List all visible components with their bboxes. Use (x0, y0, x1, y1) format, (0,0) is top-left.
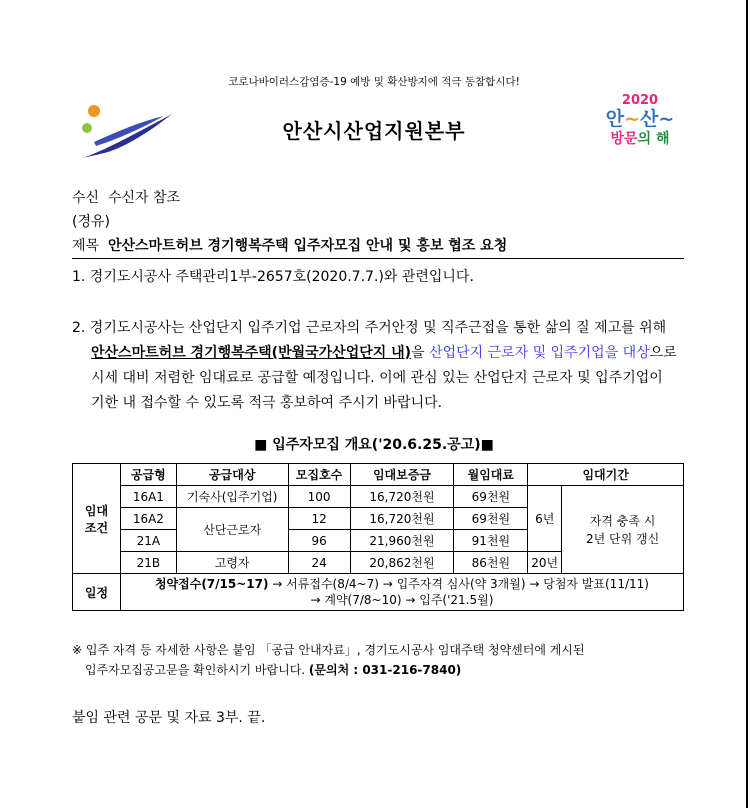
badge-visit: 방문의 해 (610, 131, 670, 147)
body-item-2: 2. 경기도시공사는 산업단지 입주기업 근로자의 주거안정 및 직주근접을 통한 삶의 질 제고를 위해 안산스마트허브 경기행복주택(반월국가산업단지 내)을 산업단지 근로자 및 입주기업을 대상으로 시세 대비 저렴한 임대료로 공급할 예정입니다. 이에 관심 있는 산업단지 근로자 및 입주기업이 기한 내 접수할 수 있도록 적극 홍보하여 주시기 바랍니다. (72, 320, 677, 411)
badge-ansan: 안~산~ (605, 108, 675, 130)
subject-divider (72, 258, 684, 259)
schedule-label: 일정 (73, 574, 121, 611)
org-title: 안산시산업지원본부 (282, 119, 466, 143)
body-item-1: 1. 경기도시공사 주택관리1부-2657호(2020.7.7.)와 관련입니다. (72, 269, 474, 285)
table-title: ■ 입주자모집 개요('20.6.25.공고)■ (254, 437, 494, 453)
subject-text: 안산스마트허브 경기행복주택 입주자모집 안내 및 홍보 협조 요청 (107, 238, 508, 254)
recruitment-table (72, 463, 684, 611)
schedule-text: 청약접수(7/15~17) → 서류접수(8/4~7) → 입주자격 심사(약 3개월) → 당첨자 발표(11/11) → 계약(7/8~10) → 입주('21.5월) (120, 574, 683, 611)
note: ※ 입주 자격 등 자세한 사항은 붙임 「공급 안내자료」, 경기도시공사 임대주택 청약센터에 게시된 입주자모집공고문을 확인하시기 바랍니다. (문의처 : 031-216-7840) (72, 643, 585, 677)
table-row: 21A 96 21,960천원 91천원 (73, 530, 684, 552)
period-6-years: 6년 (528, 486, 562, 552)
attachment-line: 붙임 관련 공문 및 자료 3부. 끝. (72, 710, 266, 726)
rent-conditions-label: 임대 조건 (73, 464, 121, 574)
table-header-row: 임대 조건 공급형 공급대상 모집호수 임대보증금 월임대료 임대기간 (73, 464, 684, 486)
table-row: 21B 고령자 24 20,862천원 86천원 20년 (73, 552, 684, 574)
contact-number: (문의처 : 031-216-7840) (308, 663, 462, 677)
table-row: 16A2 산단근로자 12 16,720천원 69천원 (73, 508, 684, 530)
schedule-row (73, 574, 684, 611)
badge-year: 2020 (621, 93, 659, 108)
slogan: 코로나바이러스감염증-19 예방 및 확산방지에 적극 동참합시다! (228, 76, 520, 88)
table-row: 16A1 기숙사(입주기업) 100 16,720천원 69천원 6년 자격 충족 시 2년 단위 갱신 (73, 486, 684, 508)
subject-line: 제목 안산스마트허브 경기행복주택 입주자모집 안내 및 홍보 협조 요청 (72, 238, 508, 254)
visit-year-badge (600, 94, 680, 148)
recipient-line: 수신 수신자 참조 (72, 190, 181, 206)
worker-target: 산단근로자 (176, 508, 288, 552)
period-note: 자격 충족 시 2년 단위 갱신 (562, 486, 684, 574)
via-line: (경유) (72, 214, 110, 230)
